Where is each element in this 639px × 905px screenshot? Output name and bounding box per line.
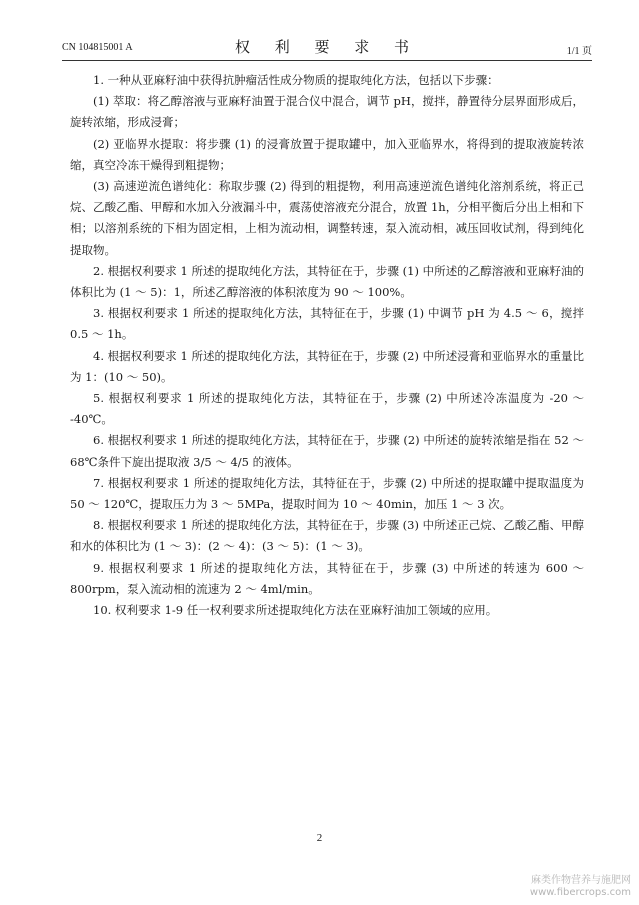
document-header [62,36,592,58]
claim-3: 3. 根据权利要求 1 所述的提取纯化方法，其特征在于，步骤 (1) 中调节 pH 为 4.5 ～ 6，搅拌 0.5 ～ 1h。 [70,306,584,342]
watermark-name: 麻类作物营养与施肥网 [531,875,631,886]
header-divider [62,60,592,61]
page-info: 1/1 页 [566,46,592,57]
claim-1-step-2: (2) 亚临界水提取：将步骤 (1) 的浸膏放置于提取罐中，加入亚临界水，将得到的提取液旋转浓缩，真空冷冻干燥得到粗提物； [70,136,584,172]
claim-8: 8. 根据权利要求 1 所述的提取纯化方法，其特征在于，步骤 (3) 中所述正己烷、乙酸乙酯、甲醇和水的体积比为 (1 ～ 3)：(2 ～ 4)：(3 ～ 5)：(1 ～ 3)。 [70,518,584,554]
claim-9: 9. 根据权利要求 1 所述的提取纯化方法，其特征在于，步骤 (3) 中所述的转速为 600 ～ 800rpm，泵入流动相的流速为 2 ～ 4ml/min。 [70,560,584,596]
watermark-url: www.fibercrops.com [529,887,631,898]
page-number: 2 [316,832,323,844]
claim-2: 2. 根据权利要求 1 所述的提取纯化方法，其特征在于，步骤 (1) 中所述的乙醇溶液和亚麻籽油的体积比为 (1 ～ 5)：1，所述乙醇溶液的体积浓度为 90 ～ 100%。 [70,263,584,300]
watermark [530,875,631,899]
publication-number: CN 104815001 A [62,42,133,53]
claim-4: 4. 根据权利要求 1 所述的提取纯化方法，其特征在于，步骤 (2) 中所述浸膏和亚临界水的重量比为 1：(10 ～ 50)。 [70,348,584,384]
claim-1-step-3: (3) 高速逆流色谱纯化：称取步骤 (2) 得到的粗提物，利用高速逆流色谱纯化溶剂系统，将正己烷、乙酸乙酯、甲醇和水加入分液漏斗中，震荡使溶液充分混合，放置 1h，分相平衡后分出上相和下相；以溶剂系统的下相为固定相，上相为流动相，调整转速，泵入流动相，减压回收试剂，得到纯化提取物。 [70,179,584,257]
claim-6: 6. 根据权利要求 1 所述的提取纯化方法，其特征在于，步骤 (2) 中所述的旋转浓缩是指在 52 ～ 68℃条件下旋出提取液 3/5 ～ 4/5 的液体。 [70,433,584,469]
claim-7: 7. 根据权利要求 1 所述的提取纯化方法，其特征在于，步骤 (2) 中所述的提取罐中提取温度为 50 ～ 120℃，提取压力为 3 ～ 5MPa，提取时间为 10 ～ 40min，加压 1 ～ 3 次。 [70,475,584,512]
page-title: 权 利 要 求 书 [234,38,420,56]
claim-1: 1. 一种从亚麻籽油中获得抗肿瘤活性成分物质的提取纯化方法，包括以下步骤： [93,73,499,87]
claim-1-step-1: (1) 萃取：将乙醇溶液与亚麻籽油置于混合仪中混合，调节 pH，搅拌，静置待分层界面形成后，旋转浓缩，形成浸膏； [70,94,584,130]
claim-10: 10. 权利要求 1-9 任一权利要求所述提取纯化方法在亚麻籽油加工领域的应用。 [93,603,498,618]
claims-body [70,70,584,621]
claim-5: 5. 根据权利要求 1 所述的提取纯化方法，其特征在于，步骤 (2) 中所述冷冻温度为 -20 ～ -40℃。 [70,391,584,427]
